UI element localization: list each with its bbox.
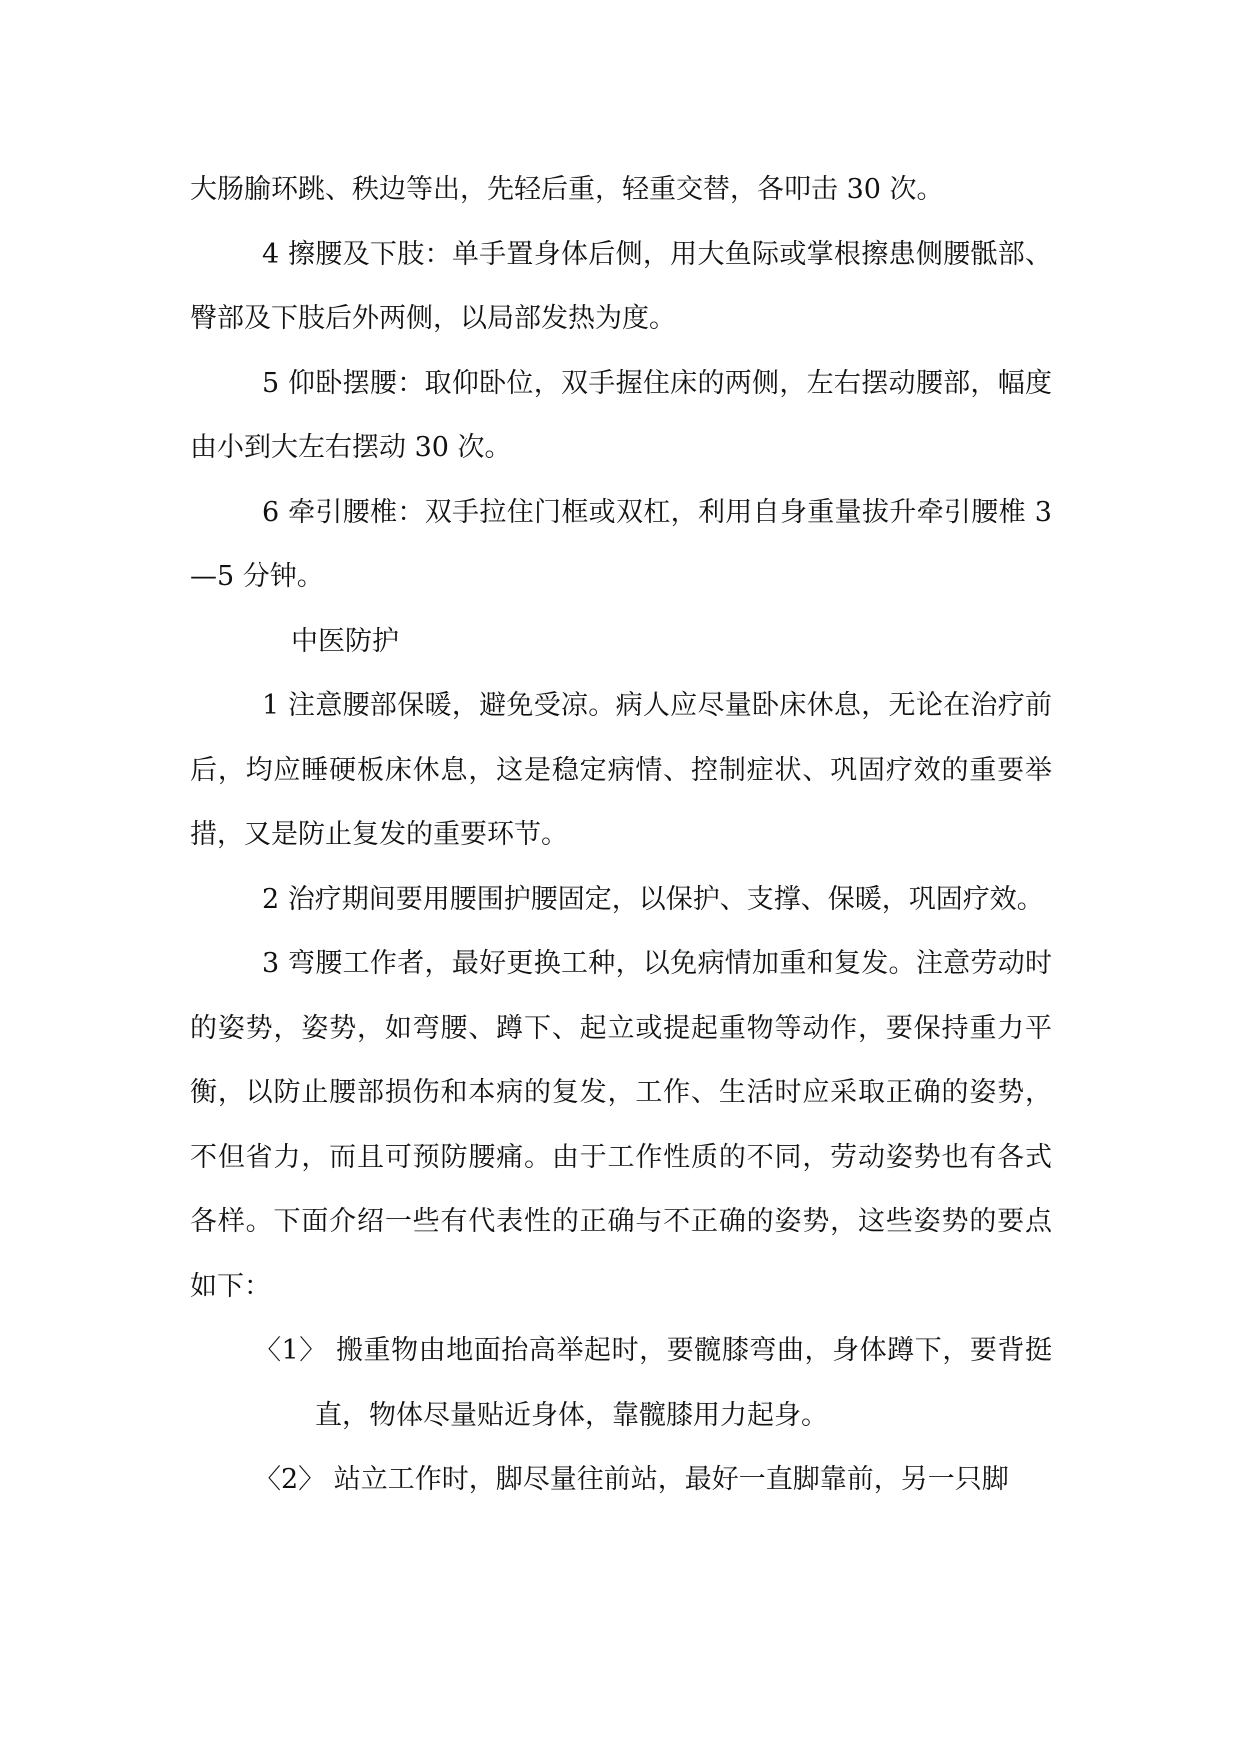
paragraph-rub-waist: 4 擦腰及下肢：单手置身体后侧，用大鱼际或掌根擦患侧腰骶部、臀部及下肢后外两侧，以局部发热为度。 xyxy=(190,238,1052,334)
paragraph-keep-warm: 1 注意腰部保暖，避免受凉。病人应尽量卧床休息，无论在治疗前后，均应睡硬板床休息，这是稳定病情、控制症状、巩固疗效的重要举措，又是防止复发的重要环节。 xyxy=(190,690,1052,850)
paragraph-waist-belt: 2 治疗期间要用腰围护腰固定，以保护、支撑、保暖，巩固疗效。 xyxy=(262,883,1044,915)
paragraph-traction: 6 牵引腰椎：双手拉住门框或双杠，利用自身重量拔升牵引腰椎 3—5 分钟。 xyxy=(190,496,1052,592)
document-body xyxy=(190,158,1052,1513)
paragraph-posture: 3 弯腰工作者，最好更换工种，以免病情加重和复发。注意劳动时的姿势，姿势，如弯腰、蹲下、起立或提起重物等动作，要保持重力平衡，以防止腰部损伤和本病的复发，工作、生活时应采取正确的姿势，不但省力，而且可预防腰痛。由于工作性质的不同，劳动姿势也有各式各样。下面介绍一些有代表性的正确与不正确的姿势，这些姿势的要点如下： xyxy=(190,948,1052,1302)
list-item-lifting: 〈1〉 搬重物由地面抬高举起时，要髋膝弯曲，身体蹲下，要背挺直，物体尽量贴近身体，靠髋膝用力起身。 xyxy=(254,1335,1052,1431)
paragraph-supine-swing: 5 仰卧摆腰：取仰卧位，双手握住床的两侧，左右摆动腰部，幅度由小到大左右摆动 30 次。 xyxy=(190,367,1052,463)
section-heading: 中医防护 xyxy=(291,625,399,657)
list-item-standing: 〈2〉 站立工作时，脚尽量往前站，最好一直脚靠前，另一只脚 xyxy=(254,1464,1009,1495)
paragraph-tapping: 大肠腧环跳、秩边等出，先轻后重，轻重交替，各叩击 30 次。 xyxy=(190,174,944,205)
